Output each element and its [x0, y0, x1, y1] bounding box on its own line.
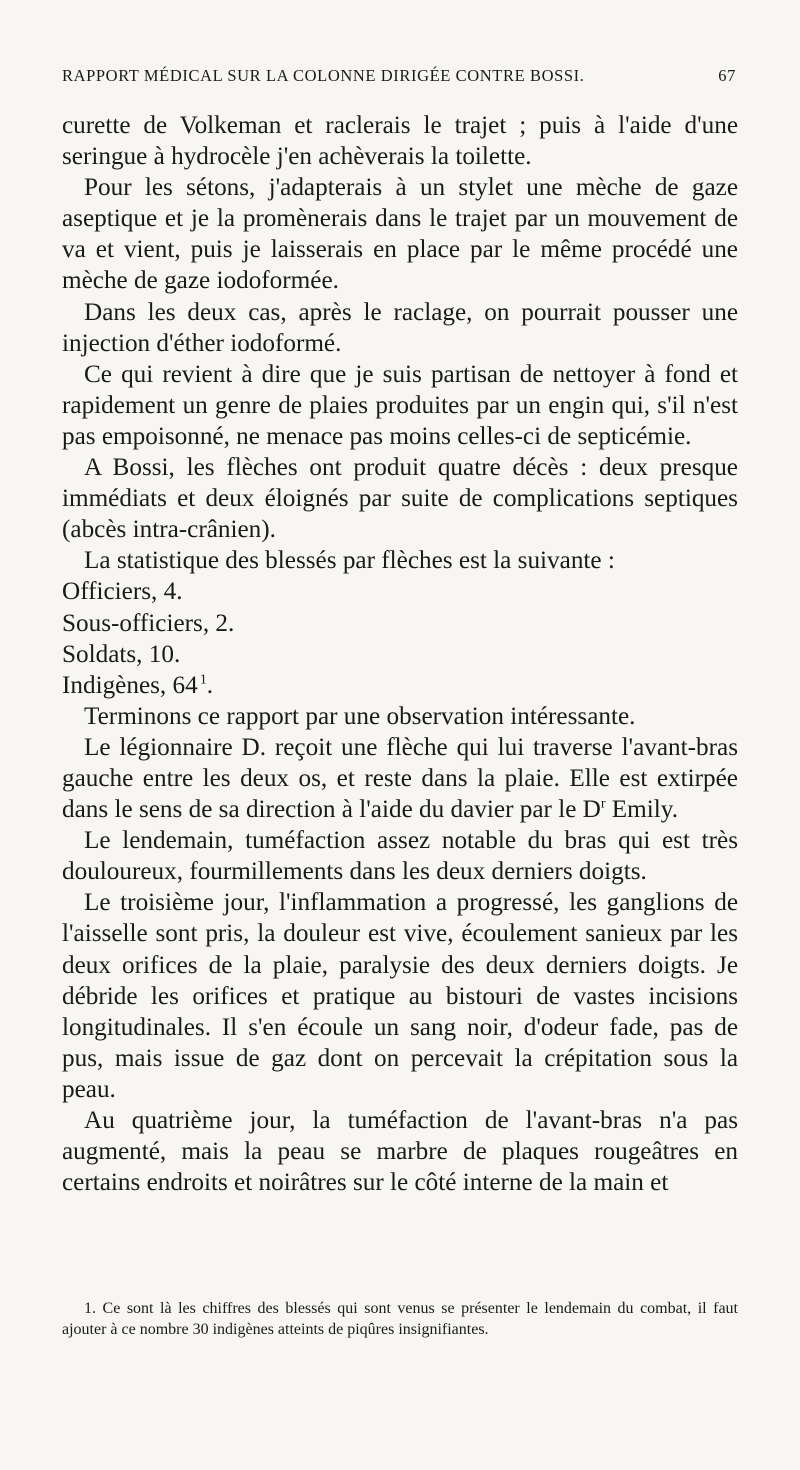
- paragraph: Pour les sétons, j'adapterais à un stylet une mèche de gaze aseptique et je la promènerais dans le trajet par un mouvement de va et vient, puis je laisserais en place par le même procédé une mèche de gaze iodoformée.: [62, 174, 738, 295]
- paragraph: Ce qui revient à dire que je suis partisan de nettoyer à fond et rapidement un genre de plaies produites par un engin qui, s'il n'est pas empoisonné, ne menace pas moins celles-ci de septicémie.: [62, 360, 738, 450]
- running-title: RAPPORT MÉDICAL SUR LA COLONNE DIRIGÉE CONTRE BOSSI.: [62, 66, 585, 85]
- running-header: [62, 66, 736, 86]
- paragraph: A Bossi, les flèches ont produit quatre décès : deux presque immédiats et deux éloignés par suite de complications septiques (abcès intra-crânien).: [62, 454, 738, 544]
- footnote: [62, 1298, 738, 1340]
- statistic-line: Sous-officiers, 2.: [62, 609, 235, 637]
- paragraph: Le troisième jour, l'inflammation a progressé, les ganglions de l'aisselle sont pris, la douleur est vive, écoulement sanieux par les deux orifices de la plaie, paralysie des deux derniers doigts. Je débride les orifices et pratique au bistouri de vastes incisions longitudinales. Il s'en écoule un sang noir, d'odeur fade, pas de pus, mais issue de gaz dont on percevait la crépitation sous la peau.: [62, 889, 738, 1103]
- paragraph: curette de Volkeman et raclerais le trajet ; puis à l'aide d'une seringue à hydrocèle j'en achèverais la toilette.: [62, 112, 738, 171]
- footnote-ref: 1: [199, 671, 207, 687]
- paragraph: Le lendemain, tuméfaction assez notable du bras qui est très douloureux, fourmillements dans les deux derniers doigts.: [62, 827, 738, 886]
- statistic-text: Indigènes, 64: [62, 671, 198, 699]
- paragraph: Dans les deux cas, après le raclage, on pourrait pousser une injection d'éther iodoformé.: [62, 298, 738, 357]
- main-text: [62, 110, 738, 1198]
- footnote-text: Ce sont là les chiffres des blessés qui sont venus se présenter le lendemain du combat, il faut ajouter à ce nombre 30 indigènes atteints de piqûres insignifiantes.: [62, 1300, 738, 1338]
- doctor-superscript: r: [600, 795, 606, 811]
- statistic-line: Officiers, 4.: [62, 578, 183, 606]
- paragraph: [62, 732, 738, 825]
- paragraph: La statistique des blessés par flèches est la suivante :: [84, 547, 615, 575]
- statistic-line: Indigènes, 64 $^1$.: [62, 671, 214, 699]
- paragraph: Terminons ce rapport par une observation intéressante.: [84, 702, 636, 730]
- statistic-line: Soldats, 10.: [62, 640, 181, 668]
- page-number: 67: [718, 66, 736, 85]
- doctor-name: Emily.: [605, 796, 679, 824]
- paragraph-text: Le légionnaire D. reçoit une flèche qui lui traverse l'avant-bras gauche entre les deux os, et reste dans la plaie. Elle est extirpée dans le sens de sa direction à l'aide du davier par le D: [62, 733, 738, 824]
- footnote-number: 1.: [84, 1300, 96, 1317]
- paragraph: Au quatrième jour, la tuméfaction de l'avant-bras n'a pas augmenté, mais la peau se marbre de plaques rougeâtres en certains endroits et noirâtres sur le côté interne de la main et: [62, 1107, 738, 1197]
